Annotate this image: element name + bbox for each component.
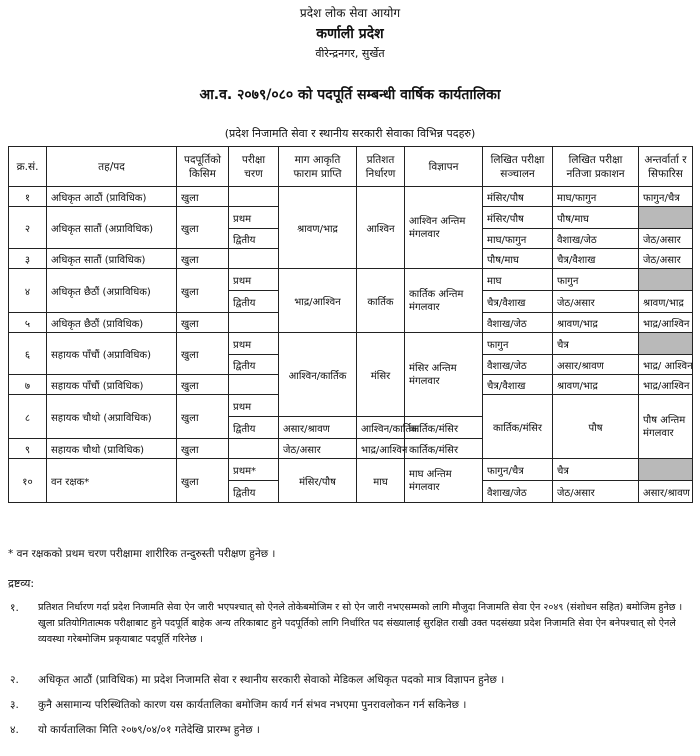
stage-cell: प्रथम xyxy=(229,269,279,291)
stage-cell xyxy=(229,375,279,395)
post-cell: अधिकृत सातौं (प्राविधिक) xyxy=(47,249,177,269)
interview-cell: भाद्र/आश्विन xyxy=(639,313,693,333)
exam-cell: वैशाख/जेठ xyxy=(483,355,553,375)
result-cell: चैत्र xyxy=(553,333,639,355)
result-cell: फागुन xyxy=(553,269,639,291)
type-cell: खुला xyxy=(177,207,229,249)
stage-cell: द्वितीय xyxy=(229,481,279,503)
percent-cell: कार्तिक xyxy=(357,269,405,333)
result-cell: आश्विन/कार्तिक xyxy=(357,417,405,439)
interview-cell: कार्तिक/मंसिर xyxy=(405,439,483,459)
stage-cell: प्रथम xyxy=(229,333,279,355)
advert-cell: माघ अन्तिम मंगलवार xyxy=(405,459,483,503)
table-row xyxy=(9,459,693,481)
document-title: आ.व. २०७९/०८० को पदपूर्ति सम्बन्धी वार्षिक कार्यतालिका xyxy=(199,87,501,103)
exam-cell: वैशाख/जेठ xyxy=(483,481,553,503)
post-cell: अधिकृत छैठौं (अप्राविधिक) xyxy=(47,269,177,313)
result-cell: चैत्र/वैशाख xyxy=(553,249,639,269)
stage-cell xyxy=(229,249,279,269)
demand-cell: मंसिर/पौष xyxy=(279,459,357,503)
sn-cell: ५ xyxy=(9,313,47,333)
interview-cell: श्रावण/भाद्र xyxy=(639,291,693,313)
col-sn: क्र.सं. xyxy=(9,147,47,187)
type-cell: खुला xyxy=(177,313,229,333)
exam-cell: मंसिर/पौष xyxy=(483,187,553,207)
sn-cell: ८ xyxy=(9,395,47,439)
demand-cell: आश्विन/कार्तिक xyxy=(279,333,357,417)
col-result: लिखित परीक्षा नतिजा प्रकाशन xyxy=(553,147,639,187)
blank-cell xyxy=(639,333,693,355)
result-cell: श्रावण/भाद्र xyxy=(553,313,639,333)
table-row xyxy=(9,187,693,207)
interview-cell: जेठ/असार xyxy=(639,229,693,249)
col-exam: लिखित परीक्षा सञ्चालन xyxy=(483,147,553,187)
sn-cell: ४ xyxy=(9,269,47,313)
exam-cell: मंसिर/पौष xyxy=(483,207,553,229)
type-cell: खुला xyxy=(177,459,229,503)
percent-cell: आश्विन xyxy=(357,187,405,269)
sn-cell: ९ xyxy=(9,439,47,459)
document-subtitle: (प्रदेश निजामति सेवा र स्थानीय सरकारी सेवाका विभिन्न पदहरु) xyxy=(224,127,476,140)
exam-cell: माघ xyxy=(483,269,553,291)
percent-cell: मंसिर xyxy=(357,333,405,417)
blank-cell xyxy=(639,207,693,229)
col-post: तह/पद xyxy=(47,147,177,187)
footnote-text: अधिकृत आठौं (प्राविधिक) मा प्रदेश निजामति सेवा र स्थानीय सरकारी सेवाको मेडिकल अधिकृत पदको मात्र विज्ञापन हुनेछ । xyxy=(38,674,505,686)
demand-cell: श्रावण/भाद्र xyxy=(279,187,357,269)
col-type: पदपूर्तिको किसिम xyxy=(177,147,229,187)
interview-cell: जेठ/असार xyxy=(639,249,693,269)
interview-cell: फागुन/चैत्र xyxy=(639,187,693,207)
sn-cell: १ xyxy=(9,187,47,207)
notes-heading: द्रष्टव्य: xyxy=(8,577,35,590)
result-cell: भाद्र/आश्विन xyxy=(357,439,405,459)
table-row xyxy=(9,333,693,355)
sn-cell: ६ xyxy=(9,333,47,375)
post-cell: अधिकृत आठौं (प्राविधिक) xyxy=(47,187,177,207)
col-advert: विज्ञापन xyxy=(405,147,483,187)
exam-cell: चैत्र/वैशाख xyxy=(483,291,553,313)
stage-cell: प्रथम xyxy=(229,207,279,229)
type-cell: खुला xyxy=(177,439,229,459)
province-name: कर्णाली प्रदेश xyxy=(316,26,384,42)
footnote-3 xyxy=(10,697,690,715)
exam-cell: माघ/फागुन xyxy=(483,229,553,249)
post-cell: सहायक चौथो (अप्राविधिक) xyxy=(47,395,177,439)
demand-cell: भाद्र/आश्विन xyxy=(279,269,357,333)
result-cell: जेठ/असार xyxy=(553,291,639,313)
asterisk-note: * वन रक्षकको प्रथम चरण परीक्षामा शारीरिक तन्दुरुस्ती परीक्षण हुनेछ । xyxy=(8,548,276,560)
footnote-1 xyxy=(10,600,690,666)
type-cell: खुला xyxy=(177,187,229,207)
sn-cell: ७ xyxy=(9,375,47,395)
col-demand: माग आकृति फाराम प्राप्ति xyxy=(279,147,357,187)
stage-cell: द्वितीय xyxy=(229,291,279,313)
table-row xyxy=(9,269,693,291)
result-cell: पौष/माघ xyxy=(553,207,639,229)
post-cell: अधिकृत छैठौं (प्राविधिक) xyxy=(47,313,177,333)
exam-cell: असार/श्रावण xyxy=(279,417,357,439)
stage-cell: द्वितीय xyxy=(229,229,279,249)
schedule-table xyxy=(8,146,693,503)
result-cell: जेठ/असार xyxy=(553,481,639,503)
header-row xyxy=(9,147,693,187)
footnote-text: प्रतिशत निर्धारण गर्दा प्रदेश निजामति सेवा ऐन जारी भएपश्चात् सो ऐनले तोकेबमोजिम र सो ऐन जारी नभएसम्मको लागि मौजुदा निजामति सेवा ऐन २०४९ (संशोधन सहित) बमोजिम हुनेछ । खुला प्रतियोगितात्मक परीक्षाबाट हुने पदपूर्ति बाहेक अन्य तरिकाबाट हुने पदपूर्तिको लागि निर्धारित पद संख्यालाई सुरक्षित राखी उक्त पदसंख्या प्रदेश निजामति सेवा ऐन बनेपश्चात् सो ऐनले व्यवस्था गरेबमोजिम प्रकृयाबाट पदपूर्ति गरिनेछ । xyxy=(38,602,683,645)
stage-cell xyxy=(229,313,279,333)
percent-cell: माघ xyxy=(357,459,405,503)
footnote-number: १. xyxy=(10,602,19,614)
col-interview: अन्तर्वार्ता र सिफारिस xyxy=(639,147,693,187)
stage-cell: द्वितीय xyxy=(229,417,279,439)
interview-cell: भाद्र/आश्विन xyxy=(639,375,693,395)
post-cell: वन रक्षक* xyxy=(47,459,177,503)
blank-cell xyxy=(639,459,693,481)
post-cell: अधिकृत सातौं (अप्राविधिक) xyxy=(47,207,177,249)
commission-name: प्रदेश लोक सेवा आयोग xyxy=(299,6,401,20)
exam-cell: फागुन/चैत्र xyxy=(483,459,553,481)
sn-cell: ३ xyxy=(9,249,47,269)
interview-cell: कार्तिक/मंसिर xyxy=(405,417,483,439)
sn-cell: २ xyxy=(9,207,47,249)
exam-cell: चैत्र/वैशाख xyxy=(483,375,553,395)
advert-cell: पौष अन्तिम मंगलवार xyxy=(639,395,693,459)
exam-cell: पौष/माघ xyxy=(483,249,553,269)
advert-cell: कार्तिक अन्तिम मंगलवार xyxy=(405,269,483,333)
col-percent: प्रतिशत निर्धारण xyxy=(357,147,405,187)
exam-cell: जेठ/असार xyxy=(279,439,357,459)
stage-cell: प्रथम* xyxy=(229,459,279,481)
col-stage: परीक्षा चरण xyxy=(229,147,279,187)
stage-cell: द्वितीय xyxy=(229,355,279,375)
footnote-text: यो कार्यतालिका मिति २०७९/०४/०१ गतेदेखि प्रारम्भ हुनेछ । xyxy=(38,724,260,736)
percent-cell: पौष xyxy=(553,395,639,459)
footnote-number: ३. xyxy=(10,699,19,711)
type-cell: खुला xyxy=(177,375,229,395)
sn-cell: १० xyxy=(9,459,47,503)
post-cell: सहायक पाँचौं (अप्राविधिक) xyxy=(47,333,177,375)
exam-cell: वैशाख/जेठ xyxy=(483,313,553,333)
stage-cell: प्रथम xyxy=(229,395,279,417)
advert-cell: आश्विन अन्तिम मंगलवार xyxy=(405,187,483,269)
interview-cell: भाद्र/ आश्विन xyxy=(639,355,693,375)
post-cell: सहायक पाँचौं (प्राविधिक) xyxy=(47,375,177,395)
blank-cell xyxy=(639,269,693,291)
result-cell: चैत्र xyxy=(553,459,639,481)
type-cell: खुला xyxy=(177,249,229,269)
advert-cell: मंसिर अन्तिम मंगलवार xyxy=(405,333,483,417)
exam-cell: फागुन xyxy=(483,333,553,355)
footnote-number: २. xyxy=(10,674,19,686)
footnote-text: कुनै असामान्य परिस्थितिको कारण यस कार्यतालिका बमोजिम कार्य गर्न संभव नभएमा पुनरावलोकन गर्न सकिनेछ । xyxy=(38,699,467,711)
result-cell: असार/श्रावण xyxy=(553,355,639,375)
demand-cell: कार्तिक/मंसिर xyxy=(483,395,553,459)
type-cell: खुला xyxy=(177,269,229,313)
type-cell: खुला xyxy=(177,395,229,439)
footnote-2 xyxy=(10,672,690,690)
type-cell: खुला xyxy=(177,333,229,375)
result-cell: श्रावण/भाद्र xyxy=(553,375,639,395)
stage-cell xyxy=(229,187,279,207)
footnote-number: ४. xyxy=(10,724,19,736)
result-cell: वैशाख/जेठ xyxy=(553,229,639,249)
footnote-4 xyxy=(10,722,690,740)
interview-cell: असार/श्रावण xyxy=(639,481,693,503)
location: वीरेन्द्रनगर, सुर्खेत xyxy=(315,47,385,60)
post-cell: सहायक चौथो (प्राविधिक) xyxy=(47,439,177,459)
result-cell: माघ/फागुन xyxy=(553,187,639,207)
stage-cell xyxy=(229,439,279,459)
